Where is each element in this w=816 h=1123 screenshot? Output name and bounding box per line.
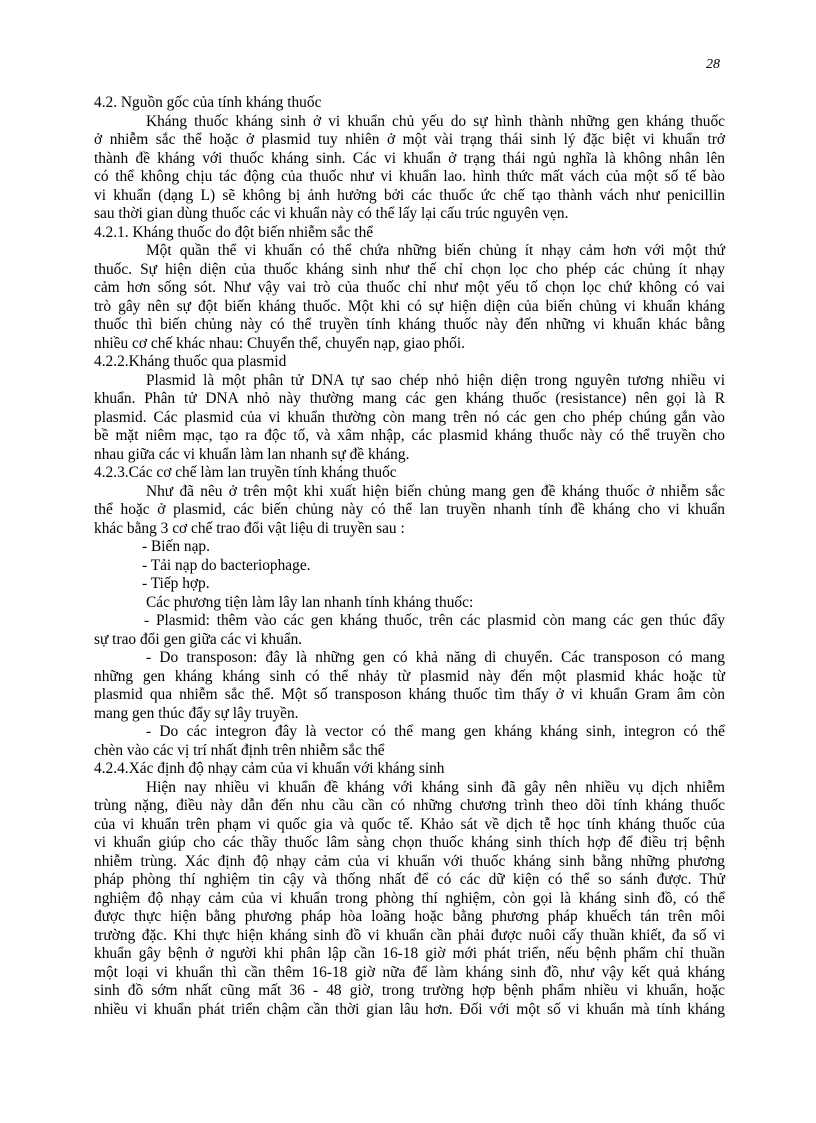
- text-line: những gen kháng kháng sinh có thể nhảy từ plasmid này đến một plasmid khác hoặc từ: [94, 667, 725, 685]
- text-line: ở nhiễm sắc thể hoặc ở plasmid tuy nhiên ở một vài trạng thái sinh lý đặc biệt vi khuẩn trở: [94, 131, 725, 148]
- text-line: của vi khuẩn trên phạm vi quốc gia và quốc tế. Khảo sát về dịch tễ học tính kháng thuốc của: [94, 815, 725, 833]
- text-line: plasmid qua nhiễm sắc thể. Một số transposon kháng thuốc tìm thấy ở vi khuẩn Gram âm còn: [94, 686, 725, 703]
- text-line: 4.2.3.Các cơ chế làm lan truyền tính kháng thuốc: [94, 464, 397, 481]
- text-line: một loại vi khuẩn thì cần thêm 16-18 giờ nữa để làm kháng sinh đồ, như vậy kết quả kháng: [94, 963, 725, 981]
- text-line: trường đặc. Khi thực hiện kháng sinh đồ vi khuẩn cần phải được nuôi cấy thuần khiết, đa số vi: [94, 926, 725, 944]
- text-line: thành đề kháng với thuốc kháng sinh. Các vi khuẩn ở trạng thái ngủ nghĩa là không nhân lên: [94, 149, 725, 167]
- text-line: mang gen thúc đẩy sự lây truyền.: [94, 704, 299, 722]
- text-line: khuẩn. Phân tử DNA nhỏ này thường mang các gen kháng thuốc (resistance) nên gọi là R: [94, 390, 725, 407]
- text-line: Các phương tiện làm lây lan nhanh tính kháng thuốc:: [146, 593, 474, 611]
- text-line: trùng nặng, điều này dẫn đến nhu cầu cần có những chương trình theo dõi tính kháng thuốc: [94, 797, 725, 814]
- text-line: thuốc thì biến chủng này có thể truyền tính kháng thuốc này đến những vi khuẩn khác bằng: [94, 316, 725, 333]
- text-line: Plasmid là một phân tử DNA tự sao chép nhỏ hiện diện trong nguyên tương nhiều vi: [146, 371, 725, 389]
- text-line: bề mặt niêm mạc, tạo ra độc tố, và xâm nhập, các plasmid kháng thuốc này có thể truyền cho: [94, 427, 725, 444]
- text-line: 4.2. Nguồn gốc của tính kháng thuốc: [94, 94, 322, 111]
- text-line: khuẩn gây bệnh ở người khi phân lập cần 16-18 giờ mới phát triển, nếu bệnh phẩm chỉ thuần: [94, 945, 725, 962]
- text-line: nghiệm độ nhạy cảm của vi khuẩn trong phòng thí nghiệm, còn gọi là kháng sinh đồ, có thể: [94, 889, 725, 907]
- text-line: pháp phòng thí nghiệm tin cậy và thống nhất để có các dữ kiện có thể so sánh được. Thử: [94, 871, 725, 888]
- text-line: Một quần thể vi khuẩn có thể chứa những biến chủng ít nhạy cảm hơn với một thứ: [146, 242, 725, 259]
- text-line: - Biến nạp.: [142, 538, 210, 555]
- text-line: trò gây nên sự đột biến kháng thuốc. Một khi có sự hiện diện của biến chủng vi khuẩn kháng: [94, 297, 725, 315]
- text-line: 4.2.4.Xác định độ nhạy cảm của vi khuẩn với kháng sinh: [94, 760, 445, 777]
- text-line: Như đã nêu ở trên một khi xuất hiện biến chủng mang gen đề kháng thuốc ở nhiễm sắc: [146, 482, 725, 500]
- text-line: sự trao đổi gen giữa các vi khuẩn.: [94, 630, 303, 648]
- text-line: nhiễm trùng. Xác định độ nhạy cảm của vi khuẩn với thuốc kháng sinh bằng những phương: [94, 852, 725, 870]
- text-line: vi khuẩn (dạng L) sẽ không bị ảnh hưởng bởi các thuốc ức chế tạo thành vách như penicillin: [94, 186, 725, 204]
- text-line: Hiện nay nhiều vi khuẩn đề kháng với kháng sinh đã gây nên nhiều vụ dịch nhiễm: [146, 778, 725, 796]
- text-line: plasmid. Các plasmid của vi khuẩn thường còn mang trên nó các gen cho phép chúng gắn vào: [94, 408, 725, 426]
- text-line: nhiều cơ chế khác nhau: Chuyển thể, chuyển nạp, giao phối.: [94, 334, 465, 352]
- text-line: sinh đồ sớm nhất cũng mất 36 - 48 giờ, trong trường hợp bệnh phẩm nhiều vi khuẩn, hoặc: [94, 982, 725, 999]
- text-line: 4.2.2.Kháng thuốc qua plasmid: [94, 353, 287, 370]
- text-line: - Do transposon: đây là những gen có khả năng di chuyển. Các transposon có mang: [146, 649, 725, 666]
- text-line: Kháng thuốc kháng sinh ở vi khuẩn chủ yếu do sự hình thành những gen kháng thuốc: [146, 112, 725, 130]
- text-line: khác bằng 3 cơ chế trao đổi vật liệu di truyền sau :: [94, 519, 405, 537]
- page-number: 28: [706, 57, 720, 72]
- text-line: vi khuẩn giúp cho các thầy thuốc lâm sàng chọn thuốc kháng sinh thích hợp để điều trị bệnh: [94, 834, 725, 851]
- text-line: - Plasmid: thêm vào các gen kháng thuốc, trên các plasmid còn mang các gen thúc đẩy: [144, 612, 725, 629]
- text-line: được thực hiện bằng phương pháp hòa loãng hoặc bằng phương pháp khuếch tán trên môi: [94, 908, 725, 925]
- text-line: thể hoặc ở plasmid, các biến chủng này có thể lan truyền nhanh tính đề kháng cho vi khuẩn: [94, 501, 725, 518]
- document-body: [94, 94, 725, 1019]
- text-line: nhau giữa các vi khuẩn làm lan nhanh sự đề kháng.: [94, 445, 410, 463]
- text-line: - Tải nạp do bacteriophage.: [142, 556, 311, 574]
- text-line: thuốc. Sự hiện diện của thuốc kháng sinh như thế chỉ chọn lọc cho phép các chủng ít nhạy: [94, 260, 725, 278]
- text-line: - Do các integron đây là vector có thể mang gen kháng kháng sinh, integron có thể: [146, 723, 725, 740]
- text-line: chèn vào các vị trí nhất định trên nhiễm sắc thể: [94, 741, 385, 759]
- text-line: - Tiếp hợp.: [142, 575, 210, 592]
- text-line: cảm hơn sống sót. Như vậy vai trò của thuốc chỉ như một yếu tố chọn lọc chứ không có vai: [94, 279, 725, 296]
- text-line: nhiều vi khuẩn phát triển chậm cần thời gian lâu hơn. Đối với một số vi khuẩn mà tính kháng: [94, 1000, 725, 1018]
- text-line: có thể không chịu tác động của thuốc như vi khuẩn lao. hình thức mất vách của một số tế bào: [94, 168, 725, 185]
- text-line: sau thời gian dùng thuốc các vi khuẩn này có thể lấy lại cấu trúc nguyên vẹn.: [94, 205, 569, 222]
- text-line: 4.2.1. Kháng thuốc do đột biến nhiễm sắc thể: [94, 223, 374, 241]
